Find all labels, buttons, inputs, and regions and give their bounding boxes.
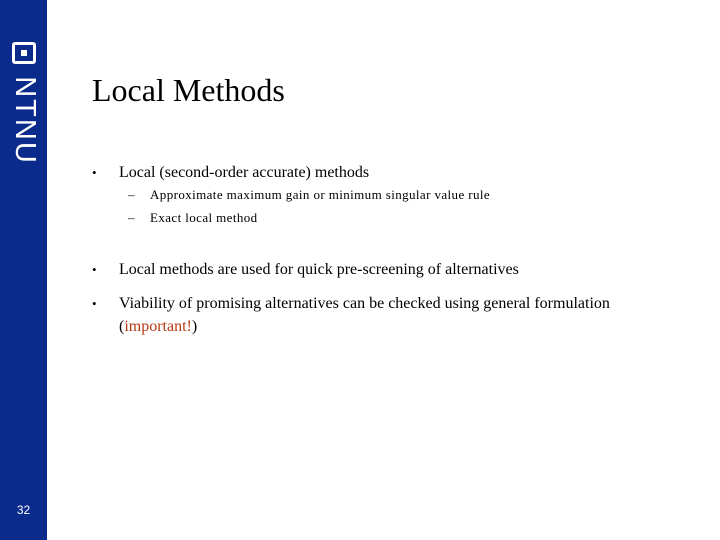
bullet-text: Local methods are used for quick pre-screening of alternatives (119, 261, 519, 278)
logo-text-label: NTNU (8, 75, 41, 165)
dash-icon: – (128, 187, 135, 202)
sub-bullet-text: Approximate maximum gain or minimum singular value rule (150, 187, 491, 202)
important-highlight: important! (124, 318, 192, 335)
sidebar (0, 0, 47, 540)
ntnu-logo-icon (12, 42, 36, 64)
logo-text (5, 70, 43, 170)
bullet-icon: • (92, 262, 97, 277)
dash-icon: – (128, 210, 135, 225)
bullet-text: Local (second-order accurate) methods (119, 164, 370, 181)
bullet-text-part: Viability of promising alternatives can be checked using general formulation ( (119, 295, 610, 335)
bullet-icon: • (92, 296, 97, 311)
page-number: 32 (16, 503, 31, 517)
bullet-icon: • (92, 165, 97, 180)
bullet-text-part: ) (191, 318, 198, 335)
slide-title: Local Methods (92, 72, 285, 108)
sub-bullet-text: Exact local method (150, 210, 258, 225)
sub-bullet-item-2 (128, 209, 258, 227)
bullet-text (119, 292, 689, 338)
sub-bullet-item-1 (128, 186, 490, 204)
